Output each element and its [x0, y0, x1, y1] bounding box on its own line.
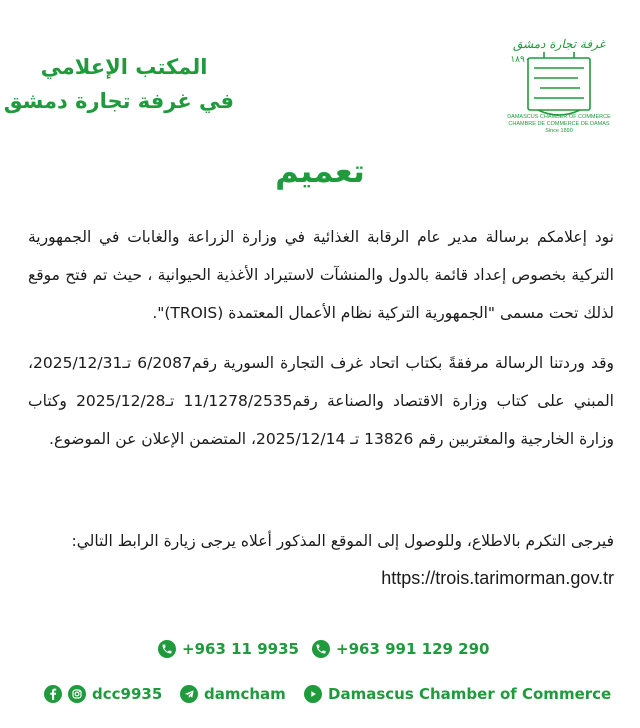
youtube-text: Damascus Chamber of Commerce: [328, 685, 612, 703]
phone-landline-text: +963 11 9935: [182, 640, 299, 658]
phone-landline[interactable]: [158, 640, 299, 658]
youtube-icon: [304, 685, 322, 703]
facebook-icon: [44, 685, 62, 703]
logo-since: Since 1890: [545, 128, 573, 134]
social-telegram[interactable]: [180, 685, 286, 703]
whatsapp-icon: [312, 640, 330, 658]
logo-english-text: [500, 114, 618, 135]
office-line-2: في غرفة تجارة دمشق: [3, 89, 234, 113]
phone-mobile-text: +963 991 129 290: [336, 640, 490, 658]
chamber-logo: [500, 28, 618, 156]
phone-mobile[interactable]: [312, 640, 489, 658]
whatsapp-icon: [158, 640, 176, 658]
office-line-1: المكتب الإعلامي: [40, 55, 208, 79]
social-handle-text: dcc9935: [92, 685, 163, 703]
logo-en-line-1: DAMASCUS CHAMBER OF COMMERCE: [507, 114, 611, 120]
paragraph-3: فيرجى التكرم بالاطلاع، وللوصول إلى الموقع المذكور أعلاه يرجى زيارة الرابط التالي:: [71, 532, 614, 550]
telegram-icon: [180, 685, 198, 703]
document-title: تعميم: [275, 152, 365, 190]
paragraph-2: وقد وردتنا الرسالة مرفقةً بكتاب اتحاد غرف التجارة السورية رقم6/2087 تـ2025/12/31، المبني على كتاب وزارة الاقتصاد والصناعة رقم11/1278/2535 تـ2025/12/28 وكتاب وزارة الخارجية والمغتربين رقم 13826 تـ 2025/12/14، المتضمن الإعلان عن الموضوع.: [28, 354, 614, 448]
logo-arabic-name: غرفة تجارة دمشق: [512, 37, 606, 51]
social-facebook-instagram[interactable]: [44, 685, 162, 703]
telegram-text: damcham: [204, 685, 286, 703]
logo-year: ١٨٩٠: [510, 55, 530, 65]
trois-link[interactable]: https://trois.tarimorman.gov.tr: [381, 568, 614, 588]
social-youtube[interactable]: [304, 685, 611, 703]
media-office-title: [3, 50, 234, 118]
logo-en-line-2: CHAMBRE DE COMMERCE DE DAMAS: [508, 121, 610, 127]
instagram-icon: [68, 685, 86, 703]
paragraph-1: نود إعلامكم برسالة مدير عام الرقابة الغذائية في وزارة الزراعة والغابات في الجمهورية التركية بخصوص إعداد قائمة بالدول والمنشآت لاستيراد الأغذية الحيوانية ، حيث تم فتح موقع لذلك تحت مسمى "الجمهورية التركية نظام الأعمال المعتمدة (TROIS)".: [28, 228, 614, 322]
